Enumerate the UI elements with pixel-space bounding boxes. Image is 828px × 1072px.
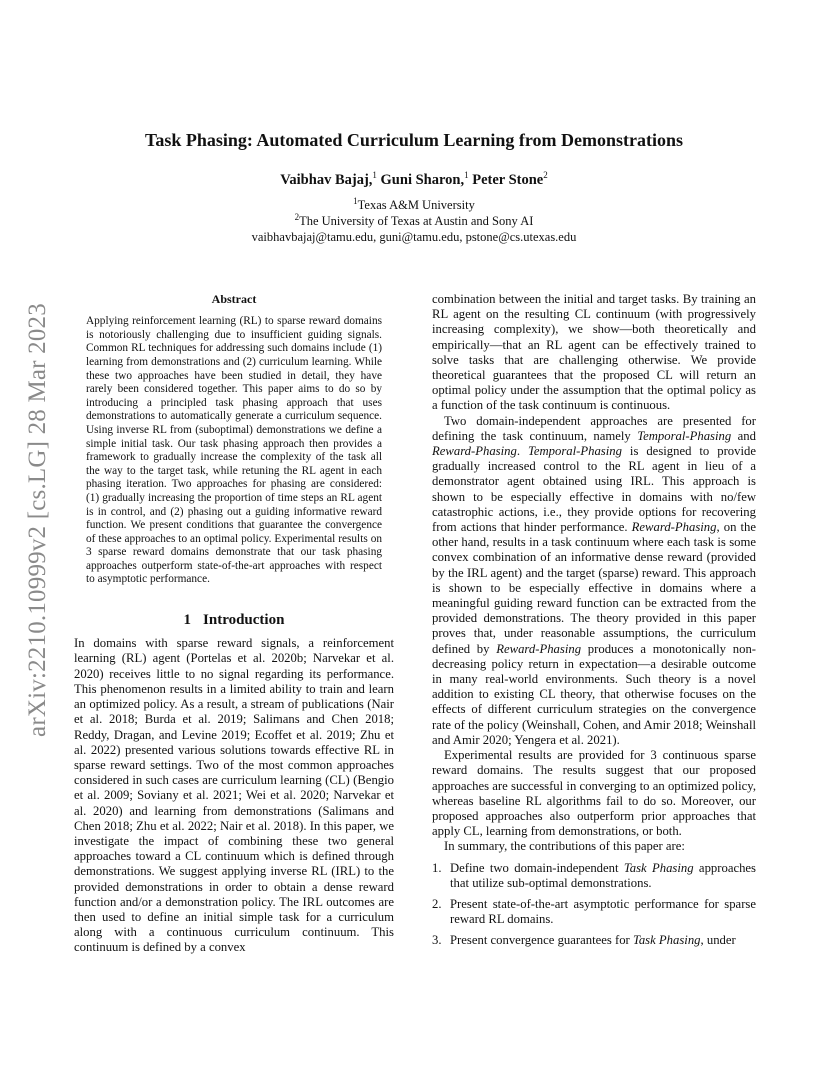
text-run: and [731, 428, 756, 443]
author-list [0, 172, 828, 189]
author-affiliation-mark: 1 [464, 170, 469, 181]
author-name: Guni Sharon, [376, 172, 465, 188]
list-item-text [450, 861, 756, 891]
list-item-number: 3. [432, 933, 442, 948]
list-item [432, 933, 756, 948]
text-run: , on the other hand, results in a task continuum where each task is some convex combination of an informative dense reward (provided by the IRL agent) and the target (sparse) reward. This approach is shown to be especially effective in domains where a meaningful guiding reward function can be extracted from the provided demonstrations. The theory provided in this paper proves that, under reasonable assumptions, the curriculum defined by [432, 520, 756, 656]
intro-paragraph-phasing [432, 414, 756, 748]
term-temporal-phasing: Temporal-Phasing [637, 428, 732, 443]
list-item-text [450, 933, 756, 948]
author-affiliation-mark: 1 [372, 170, 377, 181]
intro-paragraph-continued: combination between the initial and target tasks. By training an RL agent on the resulting CL continuum (with progressively increasing complexity), we show—both theoretically and empirically—that an RL agent can be effectively trained to solve tasks that are challenging otherwise. We provide theoretical guarantees that the proposed CL will return an optimal policy under the assumption that the optimal policy as a function of the task continuum is continuous. [432, 292, 756, 413]
term-reward-phasing: Reward-Phasing [432, 444, 517, 459]
contributions-list [432, 861, 756, 949]
intro-paragraph-1: In domains with sparse reward signals, a reinforcement learning (RL) agent (Portelas et al. 2020b; Narvekar et al. 2020) receives little to no signal regarding its performance. This phenomenon results in a limited ability to train and learn an optimized policy. As a result, a stream of publications (Nair et al. 2018; Burda et al. 2019; Salimans and Chen 2018; Reddy, Dragan, and Levine 2019; Ecoffet et al. 2019; Zhu et al. 2022) presented various solutions towards effective RL in sparse reward settings. Two of the most common approaches considered in such cases are curriculum learning (CL) (Bengio et al. 2009; Soviany et al. 2021; Wei et al. 2020; Narvekar et al. 2020) and learning from demonstrations (Salimans and Chen 2018; Zhu et al. 2022; Nair et al. 2018). In this paper, we investigate the impact of combining these two general approaches toward a CL continuum which is defined through demonstrations. We suggest applying inverse RL (IRL) to the provided demonstrations in order to obtain a dense reward function and/or a demonstration policy. The IRL outcomes are then used to define an initial simple task for a curriculum along with a continuous curriculum continuum. This continuum is defined by a convex [74, 636, 394, 955]
affiliation-2 [0, 211, 828, 229]
term-temporal-phasing: Temporal-Phasing [527, 444, 622, 459]
abstract-text: Applying reinforcement learning (RL) to sparse reward domains is notoriously challenging due to insufficient guiding signals. Common RL techniques for addressing such domains include (1) learning from demonstrations and (2) curriculum learning. While these two approaches have been studied in detail, they have rarely been considered together. This paper aims to do so by introducing a principled task phasing approach that uses demonstrations to automatically generate a curriculum sequence. Using inverse RL from (suboptimal) demonstrations we define a simple initial task. Our task phasing approach then provides a framework to gradually increase the complexity of the task all the way to the target task, while retuning the RL agent in each phasing iteration. Two approaches for phasing are considered: (1) gradually increasing the proportion of time steps an RL agent is in control, and (2) phasing out a guiding informative reward function. We present conditions that guarantee the convergence of these approaches to an optimal policy. Experimental results on 3 sparse reward domains demonstrate that our task phasing approaches outperform state-of-the-art approaches with respect to asymptotic performance. [86, 315, 382, 586]
term-reward-phasing: Reward-Phasing [496, 641, 582, 656]
text-run: . [516, 444, 528, 459]
arxiv-stamp [20, 280, 56, 760]
right-column [432, 292, 756, 955]
text-run: produces a monotonically non-decreasing policy return in expectation—a desirable outcome in many real-world environments. Such theory is a novel addition to existing CL theory, that otherwise focuses on the effects of different curriculum strategies on the convergence rate of the policy (Weinshall, Cohen, and Amir 2018; Weinshall and Amir 2020; Yengera et al. 2021). [432, 641, 757, 747]
intro-paragraph-experiments: Experimental results are provided for 3 continuous sparse reward domains. The results suggest that our proposed approaches are successful in converging to an optimized policy, whereas baseline RL algorithms fail to do so. Moreover, our proposed approaches also outperform prior approaches that apply CL, learning from demonstrations, or both. [432, 748, 756, 839]
term-reward-phasing: Reward-Phasing [631, 520, 717, 535]
abstract-heading: Abstract [211, 292, 257, 306]
text-run: Two domain-independent approaches are presented for defining the task continuum, namely [432, 413, 756, 443]
paper-title: Task Phasing: Automated Curriculum Learning from Demonstrations [144, 130, 684, 150]
affiliation-mark: 2 [294, 211, 300, 222]
section-title: Introduction [203, 612, 285, 629]
arxiv-identifier: arXiv:2210.10999v2 [cs.LG] 28 Mar 2023 [24, 303, 51, 737]
contributions-lead: In summary, the contributions of this paper are: [444, 839, 685, 854]
list-item-number: 2. [432, 896, 442, 911]
left-column [74, 292, 394, 956]
term-task-phasing: Task Phasing [632, 933, 701, 948]
term-task-phasing: Task Phasing [623, 860, 694, 875]
list-item-number: 1. [432, 860, 442, 875]
text-run: is designed to provide gradually increased control to the RL agent in lieu of a demonstrator agent obtained using IRL. This approach is shown to be especially effective in domains with no/few catastrophic actions, i.e., they provide options for recovering from actions that hinder performance. [432, 444, 756, 535]
list-item [432, 897, 756, 927]
author-emails: vaibhavbajaj@tamu.edu, guni@tamu.edu, pstone@cs.utexas.edu [251, 230, 577, 244]
author-name: Peter Stone [468, 172, 544, 188]
author-affiliation-mark: 2 [543, 170, 548, 181]
section-heading-introduction [74, 613, 394, 628]
list-item [432, 861, 756, 891]
affiliation-text: Texas A&M University [357, 198, 475, 212]
author-name: Vaibhav Bajaj, [280, 172, 373, 188]
affiliation-1 [0, 195, 828, 213]
text-run: Define two domain-independent [450, 860, 624, 875]
section-number: 1 [183, 612, 192, 629]
affiliation-mark: 1 [353, 195, 358, 206]
text-run: Present convergence guarantees for [450, 933, 633, 948]
affiliation-text: The University of Texas at Austin and Sony AI [299, 214, 534, 228]
list-item-text: Present state-of-the-art asymptotic performance for sparse reward RL domains. [450, 896, 756, 927]
text-run: , under [700, 933, 736, 948]
text-run: approaches that utilize sub-optimal demonstrations. [450, 860, 756, 890]
